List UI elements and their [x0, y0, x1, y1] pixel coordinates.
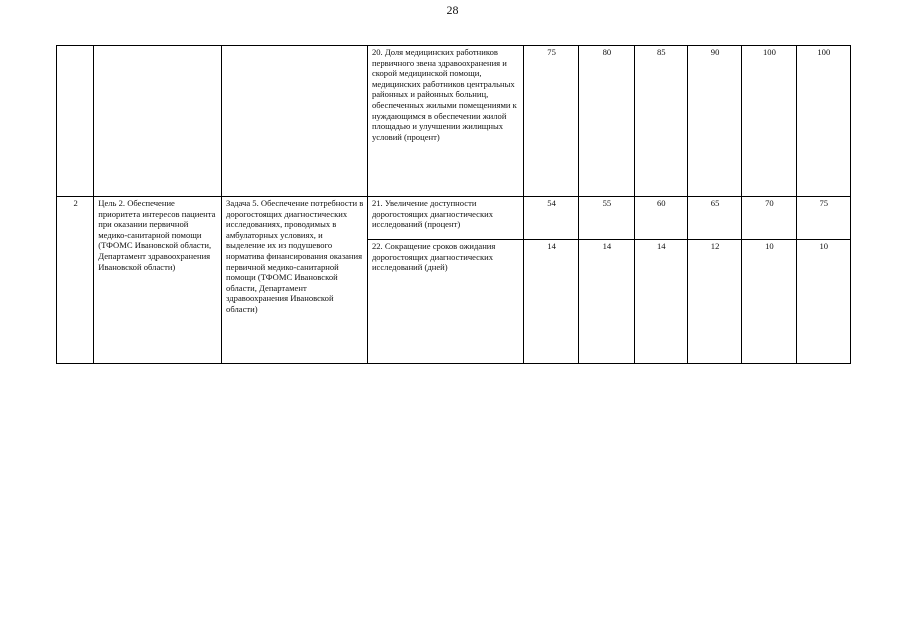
value-cell: 12	[687, 240, 741, 364]
value-cell: 10	[796, 240, 850, 364]
table-row	[57, 197, 851, 240]
value-cell: 10	[742, 240, 796, 364]
indicator-cell: 22. Сокращение сроков ожидания дорогостоящих диагностических исследований (дней)	[367, 240, 523, 364]
value-cell: 100	[742, 46, 796, 197]
value-cell: 14	[523, 240, 578, 364]
row-number-cell	[57, 46, 94, 197]
value-cell: 90	[687, 46, 741, 197]
value-cell: 75	[796, 197, 850, 240]
goal-cell: Цель 2. Обеспечение приоритета интересов пациента при оказании первичной медико-санитарной помощи (ТФОМС Ивановской области, Департамент здравоохранения Ивановской области)	[94, 197, 222, 364]
value-cell: 100	[796, 46, 850, 197]
value-cell: 54	[523, 197, 578, 240]
task-cell	[222, 46, 368, 197]
value-cell: 55	[579, 197, 634, 240]
value-cell: 14	[579, 240, 634, 364]
task-cell: Задача 5. Обеспечение потребности в дорогостоящих диагностических исследованиях, проводимых в амбулаторных условиях, и выделение их из подушевого норматива финансирования оказания первичной медико-санитарной помощи (ТФОМС Ивановской области, Департамент здравоохранения Ивановской области)	[222, 197, 368, 364]
goal-cell	[94, 46, 222, 197]
table-row	[57, 46, 851, 197]
value-cell: 60	[634, 197, 687, 240]
indicators-table	[56, 45, 851, 364]
value-cell: 70	[742, 197, 796, 240]
page-number: 28	[446, 3, 459, 17]
value-cell: 75	[523, 46, 578, 197]
indicator-cell: 20. Доля медицинских работников первичного звена здравоохранения и скорой медицинской помощи, медицинских работников центральных районных и районных больниц, обеспеченных жилыми помещениями к нуждающимся в обеспечении жилой площадью и улучшении жилищных условий (процент)	[367, 46, 523, 197]
value-cell: 80	[579, 46, 634, 197]
value-cell: 14	[634, 240, 687, 364]
value-cell: 65	[687, 197, 741, 240]
indicator-cell: 21. Увеличение доступности дорогостоящих диагностических исследований (процент)	[367, 197, 523, 240]
value-cell: 85	[634, 46, 687, 197]
row-number-cell: 2	[57, 197, 94, 364]
